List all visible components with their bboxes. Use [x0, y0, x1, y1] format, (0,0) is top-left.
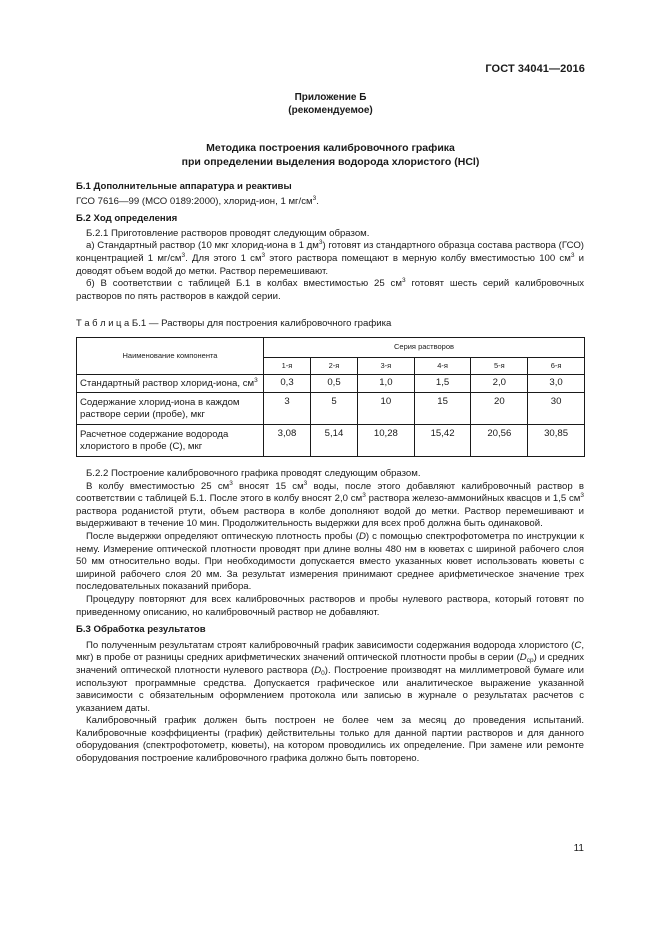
- table-cell: 0,3: [264, 375, 311, 393]
- row-label: Стандартный раствор хлорид-иона, $см^3$: [77, 375, 264, 393]
- table-cell: 20: [471, 393, 528, 425]
- table-row: [77, 425, 585, 457]
- appendix-subtitle: (рекомендуемое): [288, 105, 373, 116]
- b21-item-b: б) В соответствии с таблицей Б.1 в колбах вместимостью 25 $см^3$ готовят шесть серий калибровочных растворов по пять растворов в каждой серии.: [76, 277, 585, 302]
- series-header: 6-я: [528, 358, 585, 375]
- series-header: 1-я: [264, 358, 311, 375]
- table-cell: 5,14: [311, 425, 358, 457]
- section-b22: [76, 468, 584, 766]
- table-row: [77, 375, 585, 393]
- b22-intro: Б.2.2 Построение калибровочного графика проводят следующим образом.: [86, 468, 421, 479]
- b21-item-a: а) Стандартный раствор (10 мкг хлорид-иона в 1 $дм^3$) готовят из стандартного образца состава раствора (ГСО) концентрацией 1 $мг/см^3$. Для этого 1 $см^3$ этого раствора помещают в мерную колбу вместимостью 100 $см^3$ и доводят объем водой до метки. Раствор перемешивают.: [76, 239, 585, 277]
- table-cell: 30: [528, 393, 585, 425]
- table-row: [77, 393, 585, 425]
- table-caption-text: Б.1 — Растворы для построения калибровочного графика: [131, 318, 392, 329]
- table-cell: 2,0: [471, 375, 528, 393]
- b22-para-4: Процедуру повторяют для всех калибровочных растворов и пробы нулевого раствора, который готовят по приведенному описанию, но калибровочный раствор не добавляют.: [76, 593, 584, 618]
- col-header-series: Серия растворов: [264, 338, 585, 358]
- series-header: 4-я: [414, 358, 471, 375]
- table-cell: 1,0: [358, 375, 415, 393]
- table-cell: 20,56: [471, 425, 528, 457]
- section-b1-b2: [76, 181, 584, 303]
- table-cell: 10: [358, 393, 415, 425]
- b3-para-2: Калибровочный график должен быть построен не более чем за месяц до проведения испытаний. Калибровочные коэффициенты (график) действительны только для данной партии растворов и для данного оборудования (спектрофотометр, кюветы), на котором проводились их определение. При замене или ремонте оборудования построение калибровочного графика должно быть повторено.: [76, 715, 584, 765]
- title-line-2: при определении выделения водорода хлористого (HCl): [181, 156, 480, 168]
- table-cell: 1,5: [414, 375, 471, 393]
- b22-para-3: После выдержки определяют оптическую плотность пробы (D) с помощью спектрофотометра по инструкции к нему. Измерение оптической плотности проводят при длине волны 480 нм в кюветах с шириной рабочего слоя 50 мм относительно воды. При необходимости допускается вместо указанных кювет использовать кюветы с шириной рабочего слоя 20 мм. За результат измерения принимают среднее арифметическое значение трех последовательных показаний прибора.: [76, 530, 584, 593]
- series-header: 2-я: [311, 358, 358, 375]
- document-title: [0, 141, 661, 169]
- row-label: Содержание хлорид-иона в каждом растворе серии (пробе), мкг: [77, 393, 264, 425]
- table-cell: 0,5: [311, 375, 358, 393]
- table-cell: 15: [414, 393, 471, 425]
- table-wrapper: [76, 337, 584, 457]
- table-cell: 30,85: [528, 425, 585, 457]
- table-caption-label: Т а б л и ц а: [76, 317, 130, 328]
- table-cell: 3,08: [264, 425, 311, 457]
- appendix-heading: [0, 91, 661, 117]
- b3-para-1: По полученным результатам строят калибровочный график зависимости содержания водорода хлористого (C, мкг) в пробе от разницы средних арифметических значений оптической плотности пробы в серии $(D_{ср})$ и средних значений оптической плотности нулевого раствора $(D_0)$. Построение производят на миллиметровой бумаге или используют программные средства. Допускается графическое или аналитическое выражение указанной зависимости с обязательным оформлением протокола или записью в журнале о результатах расчетов с указанием даты.: [76, 639, 584, 714]
- title-line-1: Методика построения калибровочного графика: [206, 142, 455, 154]
- standard-number: ГОСТ 34041—2016: [485, 63, 585, 75]
- solutions-table: [76, 337, 585, 457]
- series-header: 5-я: [471, 358, 528, 375]
- section-b3-heading: Б.3 Обработка результатов: [76, 624, 206, 636]
- col-header-component: Наименование компонента: [77, 338, 264, 375]
- table-cell: 10,28: [358, 425, 415, 457]
- b22-para-2: В колбу вместимостью 25 $см^3$ вносят 15 $см^3$ воды, после этого добавляют калибровочный раствор в соответствии с таблицей Б.1. После этого в колбу вносят 2,0 $см^3$ раствора железо-аммонийных квасцов и 1,5 $см^3$ раствора роданистой ртути, объем раствора в колбе дополняют водой до метки. Раствор перемешивают и выдерживают в течение 10 мин. Продолжительность выдержки для всех проб должна быть одинаковой.: [76, 479, 584, 530]
- series-header: 3-я: [358, 358, 415, 375]
- table-cell: 5: [311, 393, 358, 425]
- row-label: Расчетное содержание водорода хлористого в пробе (С), мкг: [77, 425, 264, 457]
- appendix-title: Приложение Б: [294, 92, 367, 103]
- page-number: 11: [573, 843, 584, 854]
- table-cell: 15,42: [414, 425, 471, 457]
- b21-text: Б.2.1 Приготовление растворов проводят следующим образом.: [86, 227, 370, 239]
- table-caption: [76, 317, 584, 331]
- section-b2-heading: Б.2 Ход определения: [76, 213, 178, 225]
- section-b1-heading: Б.1 Дополнительные аппаратура и реактивы: [76, 181, 292, 192]
- table-cell: 3: [264, 393, 311, 425]
- b1-text: ГСО 7616—99 (МСО 0189:2000), хлорид-ион, 1 $мг/см^3$.: [76, 194, 319, 207]
- table-cell: 3,0: [528, 375, 585, 393]
